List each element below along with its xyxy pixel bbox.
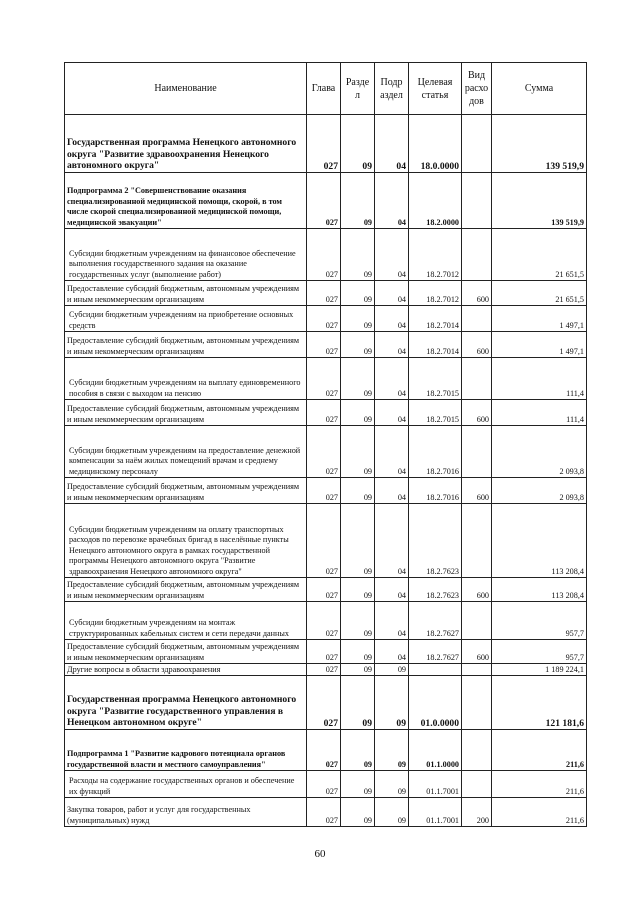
table-row	[65, 798, 587, 827]
row-chapter: 027	[307, 229, 341, 281]
table-row	[65, 578, 587, 602]
row-subsection: 04	[375, 478, 409, 504]
row-expense-type: 600	[462, 400, 492, 426]
row-chapter: 027	[307, 640, 341, 664]
row-subsection: 04	[375, 173, 409, 229]
row-expense-type	[462, 229, 492, 281]
row-chapter: 027	[307, 358, 341, 400]
row-subsection: 09	[375, 664, 409, 676]
row-target: 18.2.7016	[409, 426, 462, 478]
row-sum: 2 093,8	[492, 426, 587, 478]
table-row	[65, 426, 587, 478]
row-chapter: 027	[307, 478, 341, 504]
row-name: Государственная программа Ненецкого автономного округа "Развитие государственного управления в Ненецком автономном округе"	[65, 676, 307, 730]
row-section: 09	[341, 173, 375, 229]
row-expense-type	[462, 173, 492, 229]
row-section: 09	[341, 332, 375, 358]
row-target: 18.2.7014	[409, 332, 462, 358]
row-name: Субсидии бюджетным учреждениям на приобретение основных средств	[65, 306, 307, 332]
row-chapter: 027	[307, 426, 341, 478]
row-target: 18.2.7012	[409, 229, 462, 281]
row-subsection: 04	[375, 332, 409, 358]
table-row	[65, 602, 587, 640]
header-target: Целевая статья	[409, 63, 462, 115]
row-name: Предоставление субсидий бюджетным, автономным учреждениям и иным некоммерческим организациям	[65, 332, 307, 358]
row-name: Подпрограмма 2 "Совершенствование оказания специализированной медицинской помощи, скорой, в том числе скорой специализированной медицинской помощи, медицинской эвакуации"	[65, 173, 307, 229]
row-section: 09	[341, 229, 375, 281]
header-name: Наименование	[65, 63, 307, 115]
row-expense-type	[462, 115, 492, 173]
row-target: 01.1.0000	[409, 730, 462, 771]
row-chapter: 027	[307, 400, 341, 426]
budget-table	[64, 62, 587, 827]
row-subsection: 04	[375, 281, 409, 306]
header-subsection: Подр аздел	[375, 63, 409, 115]
header-row	[65, 63, 587, 115]
table-row	[65, 730, 587, 771]
row-section: 09	[341, 578, 375, 602]
row-expense-type	[462, 664, 492, 676]
row-subsection: 04	[375, 578, 409, 602]
row-section: 09	[341, 676, 375, 730]
table-row	[65, 281, 587, 306]
row-subsection: 04	[375, 400, 409, 426]
table-body	[65, 115, 587, 827]
row-name: Предоставление субсидий бюджетным, автономным учреждениям и иным некоммерческим организациям	[65, 400, 307, 426]
row-chapter: 027	[307, 798, 341, 827]
row-target	[409, 664, 462, 676]
row-expense-type: 200	[462, 798, 492, 827]
row-sum: 1 497,1	[492, 306, 587, 332]
table-row	[65, 115, 587, 173]
row-sum: 211,6	[492, 798, 587, 827]
row-subsection: 04	[375, 426, 409, 478]
table-row	[65, 478, 587, 504]
header-chapter: Глава	[307, 63, 341, 115]
row-expense-type	[462, 602, 492, 640]
table-row	[65, 664, 587, 676]
page-number: 60	[314, 848, 326, 860]
row-name: Субсидии бюджетным учреждениям на выплату единовременного пособия в связи с выходом на пенсию	[65, 358, 307, 400]
row-name: Субсидии бюджетным учреждениям на предоставление денежной компенсации за наём жилых помещений врачам и среднему медицинскому персоналу	[65, 426, 307, 478]
row-target: 18.2.7623	[409, 578, 462, 602]
row-name: Подпрограмма 1 "Развитие кадрового потенциала органов государственной власти и местного самоуправления"	[65, 730, 307, 771]
row-name: Расходы на содержание государственных органов и обеспечение их функций	[65, 771, 307, 798]
row-name: Предоставление субсидий бюджетным, автономным учреждениям и иным некоммерческим организациям	[65, 478, 307, 504]
row-subsection: 04	[375, 306, 409, 332]
table-row	[65, 676, 587, 730]
row-name: Субсидии бюджетным учреждениям на финансовое обеспечение выполнения государственного задания на оказание государственных услуг (выполнение работ)	[65, 229, 307, 281]
row-expense-type	[462, 426, 492, 478]
row-section: 09	[341, 478, 375, 504]
table-row	[65, 332, 587, 358]
row-sum: 957,7	[492, 602, 587, 640]
row-chapter: 027	[307, 115, 341, 173]
table-row	[65, 306, 587, 332]
row-target: 18.2.7016	[409, 478, 462, 504]
row-section: 09	[341, 306, 375, 332]
row-sum: 2 093,8	[492, 478, 587, 504]
row-section: 09	[341, 358, 375, 400]
row-section: 09	[341, 504, 375, 578]
row-sum: 111,4	[492, 358, 587, 400]
row-section: 09	[341, 730, 375, 771]
row-chapter: 027	[307, 602, 341, 640]
row-subsection: 04	[375, 115, 409, 173]
row-chapter: 027	[307, 771, 341, 798]
row-expense-type	[462, 730, 492, 771]
row-target: 18.2.7623	[409, 504, 462, 578]
row-target: 01.0.0000	[409, 676, 462, 730]
row-expense-type	[462, 504, 492, 578]
row-sum: 121 181,6	[492, 676, 587, 730]
row-sum: 113 208,4	[492, 578, 587, 602]
row-sum: 139 519,9	[492, 115, 587, 173]
table-row	[65, 173, 587, 229]
row-chapter: 027	[307, 578, 341, 602]
row-target: 01.1.7001	[409, 798, 462, 827]
row-chapter: 027	[307, 676, 341, 730]
row-sum: 21 651,5	[492, 229, 587, 281]
row-chapter: 027	[307, 306, 341, 332]
table-row	[65, 229, 587, 281]
row-target: 18.2.7627	[409, 640, 462, 664]
row-section: 09	[341, 664, 375, 676]
row-target: 01.1.7001	[409, 771, 462, 798]
row-expense-type: 600	[462, 281, 492, 306]
row-name: Субсидии бюджетным учреждениям на монтаж структурированных кабельных систем и сети передачи данных	[65, 602, 307, 640]
row-chapter: 027	[307, 281, 341, 306]
row-subsection: 09	[375, 676, 409, 730]
row-subsection: 04	[375, 602, 409, 640]
row-section: 09	[341, 426, 375, 478]
row-subsection: 09	[375, 771, 409, 798]
row-name: Другие вопросы в области здравоохранения	[65, 664, 307, 676]
row-sum: 211,6	[492, 730, 587, 771]
row-section: 09	[341, 771, 375, 798]
row-section: 09	[341, 640, 375, 664]
row-sum: 1 189 224,1	[492, 664, 587, 676]
row-expense-type: 600	[462, 578, 492, 602]
row-sum: 111,4	[492, 400, 587, 426]
row-expense-type	[462, 358, 492, 400]
row-section: 09	[341, 281, 375, 306]
row-name: Закупка товаров, работ и услуг для государственных (муниципальных) нужд	[65, 798, 307, 827]
row-subsection: 04	[375, 358, 409, 400]
row-target: 18.2.7627	[409, 602, 462, 640]
row-name: Предоставление субсидий бюджетным, автономным учреждениям и иным некоммерческим организациям	[65, 578, 307, 602]
row-name: Государственная программа Ненецкого автономного округа "Развитие здравоохранения Ненецкого автономного округа"	[65, 115, 307, 173]
row-chapter: 027	[307, 332, 341, 358]
row-subsection: 09	[375, 730, 409, 771]
row-subsection: 09	[375, 798, 409, 827]
row-subsection: 04	[375, 640, 409, 664]
row-sum: 957,7	[492, 640, 587, 664]
row-target: 18.0.0000	[409, 115, 462, 173]
row-expense-type	[462, 676, 492, 730]
header-expense-type: Вид расхо дов	[462, 63, 492, 115]
row-expense-type: 600	[462, 640, 492, 664]
row-name: Субсидии бюджетным учреждениям на оплату транспортных расходов по перевозке врачебных бригад в населённые пункты Ненецкого автономного округа в рамках государственной программы Ненецкого автономного округа "Развитие здравоохранения Ненецкого автономного округа"	[65, 504, 307, 578]
row-chapter: 027	[307, 664, 341, 676]
row-sum: 139 519,9	[492, 173, 587, 229]
row-subsection: 04	[375, 229, 409, 281]
row-target: 18.2.7014	[409, 306, 462, 332]
row-sum: 113 208,4	[492, 504, 587, 578]
row-expense-type: 600	[462, 478, 492, 504]
header-sum: Сумма	[492, 63, 587, 115]
table-row	[65, 504, 587, 578]
row-chapter: 027	[307, 173, 341, 229]
row-target: 18.2.7015	[409, 400, 462, 426]
row-sum: 21 651,5	[492, 281, 587, 306]
row-expense-type	[462, 771, 492, 798]
row-chapter: 027	[307, 504, 341, 578]
row-target: 18.2.7015	[409, 358, 462, 400]
row-subsection: 04	[375, 504, 409, 578]
row-section: 09	[341, 400, 375, 426]
table-row	[65, 640, 587, 664]
header-section: Разде л	[341, 63, 375, 115]
row-section: 09	[341, 115, 375, 173]
row-name: Предоставление субсидий бюджетным, автономным учреждениям и иным некоммерческим организациям	[65, 281, 307, 306]
row-sum: 211,6	[492, 771, 587, 798]
table-row	[65, 358, 587, 400]
row-expense-type	[462, 306, 492, 332]
row-target: 18.2.7012	[409, 281, 462, 306]
row-target: 18.2.0000	[409, 173, 462, 229]
row-section: 09	[341, 798, 375, 827]
row-section: 09	[341, 602, 375, 640]
table-row	[65, 400, 587, 426]
table-row	[65, 771, 587, 798]
row-chapter: 027	[307, 730, 341, 771]
row-name: Предоставление субсидий бюджетным, автономным учреждениям и иным некоммерческим организациям	[65, 640, 307, 664]
row-sum: 1 497,1	[492, 332, 587, 358]
row-expense-type: 600	[462, 332, 492, 358]
